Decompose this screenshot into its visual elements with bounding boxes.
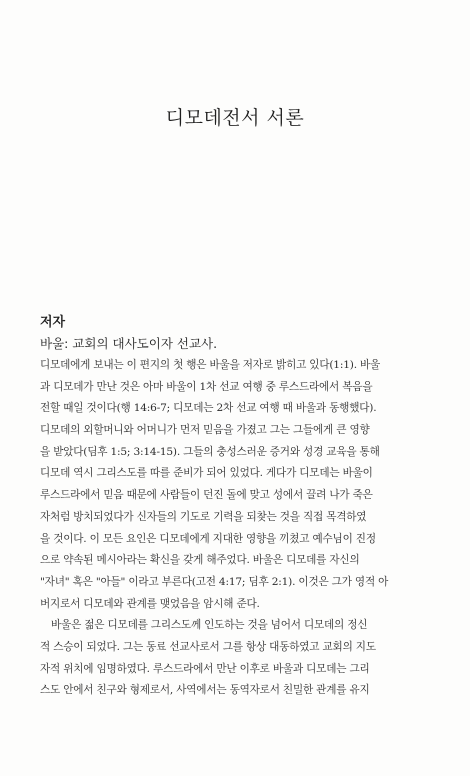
section-subheading: 바울: 교회의 대사도이자 선교사. bbox=[40, 336, 218, 351]
body-line: 바울은 젊은 디모데를 그리스도께 인도하는 것을 넘어서 디모데의 정신 bbox=[51, 619, 368, 632]
body-line: 과 디모데가 만난 것은 아마 바울이 1차 선교 여행 중 루스드라에서 복음을 bbox=[40, 380, 373, 393]
body-line: "자녀" 혹은 "아들" 이라고 부른다(고전 4:17; 딤후 2:1). 이것은 그가 영적 아 bbox=[40, 575, 389, 588]
body-line: 적 스승이 되었다. 그는 동료 선교사로서 그를 항상 대동하였고 교회의 지도 bbox=[40, 640, 376, 653]
body-line: 자처럼 방치되었다가 신자들의 기도로 기력을 되찾는 것을 직접 목격하였 bbox=[40, 510, 367, 523]
body-line: 루스드라에서 믿음 때문에 사람들이 던진 돌에 맞고 성에서 끌려 나가 죽은 bbox=[40, 489, 373, 502]
chapter-title: 디모데전서 서론 bbox=[165, 107, 305, 129]
body-line: 버지로서 디모데와 관계를 맺었음을 암시해 준다. bbox=[40, 597, 260, 610]
body-line: 디모데 역시 그리스도를 따를 준비가 되어 있었다. 게다가 디모데는 바울이 bbox=[40, 467, 373, 480]
body-line: 을 것이다. 이 모든 요인은 디모데에게 지대한 영향을 끼쳤고 예수님이 진정 bbox=[40, 532, 376, 545]
body-line: 으로 약속된 메시아라는 확신을 갖게 해주었다. 바울은 디모데를 자신의 bbox=[40, 554, 360, 567]
body-line: 자적 위치에 임명하였다. 루스드라에서 만난 이후로 바울과 디모데는 그리 bbox=[40, 662, 370, 675]
body-line: 디모데에게 보내는 이 편지의 첫 행은 바울을 저자로 밝히고 있다(1:1). 바울 bbox=[40, 359, 381, 371]
author-section bbox=[40, 314, 434, 702]
body-line: 디모데의 외할머니와 어머니가 먼저 믿음을 가졌고 그는 그들에게 큰 영향 bbox=[40, 424, 370, 437]
body-line: 을 받았다(딤후 1:5; 3:14-15). 그들의 충성스러운 증거와 성경 교육을 통해 bbox=[40, 445, 380, 458]
body-line: 스도 안에서 친구와 형제로서, 사역에서는 동역자로서 친밀한 관계를 유지 bbox=[40, 684, 370, 697]
section-heading: 저자 bbox=[40, 315, 66, 330]
body-line: 전할 때일 것이다(행 14:6-7; 디모데는 2차 선교 여행 때 바울과 동행했다). bbox=[40, 402, 377, 415]
